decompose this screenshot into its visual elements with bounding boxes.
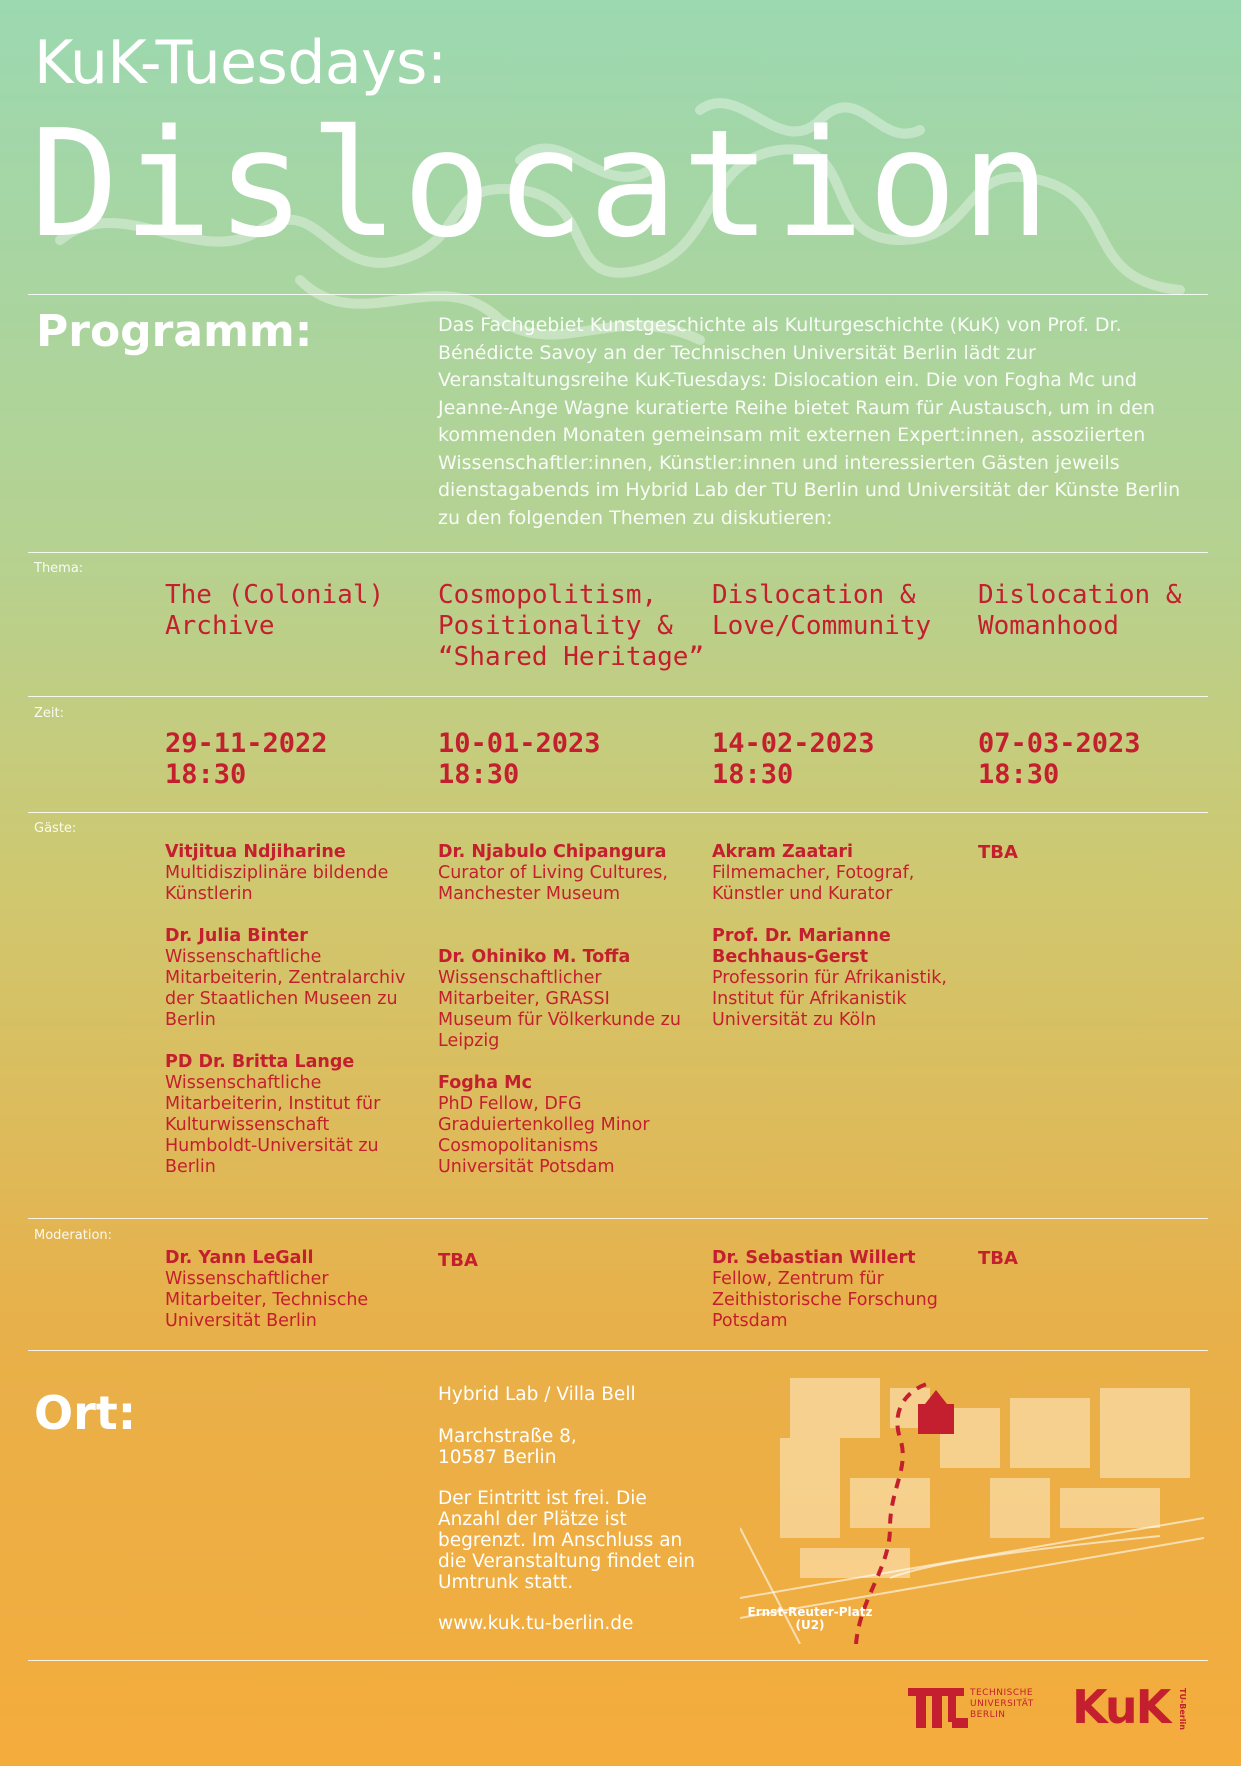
guest-name: Dr. Njabulo Chipangura [438,842,667,862]
kuk-logo-subtitle: TU-Berlin [1178,1688,1187,1730]
guest-2-3 [438,1073,688,1178]
map-building [1100,1388,1190,1478]
tu-text-line: UNIVERSITÄT [970,1699,1034,1709]
map-building [1060,1488,1160,1528]
theme-1 [165,580,435,642]
tu-text-line: BERLIN [970,1710,1006,1720]
date-4 [978,728,1141,790]
theme-line: Dislocation & [712,580,916,610]
guest-name: Dr. Ohiniko M. Toffa [438,947,631,967]
date-2 [438,728,601,790]
guest-3-2 [712,926,962,1031]
guest-2-1 [438,842,688,905]
address-line: 10587 Berlin [438,1447,557,1468]
intro-text: Das Fachgebiet Kunstgeschichte als Kulturgeschichte (KuK) von Prof. Dr. Bénédicte Savoy an der Technischen Universität Berlin lädt zur Veranstaltungsreihe KuK-Tuesdays: Dislocation ein. Die von Fogha Mc und Jeanne-Ange Wagne kuratierte Reihe bietet Raum für Austausch, um in den kommenden Monaten gemeinsam mit externen Expert:innen, assoziierten Wissenschaftler:innen, Künstler:innen und interessierten Gästen jeweils dienstagabends im Hybrid Lab der TU Berlin und Universität der Künste Berlin zu den folgenden Themen zu diskutieren: [438,314,1181,529]
website-link[interactable]: www.kuk.tu-berlin.de [438,1613,634,1634]
label-thema: Thema: [34,561,84,576]
guest-name: Fogha Mc [438,1073,532,1093]
guest-role: Wissenschaftliche Mitarbeiterin, Institut für Kulturwissenschaft Humboldt-Universität zu Berlin [165,1073,381,1177]
map-building [1010,1398,1090,1468]
theme-line: Positionality & [438,611,673,641]
date-value: 29-11-2022 [165,728,328,759]
divider [28,696,1208,697]
tu-berlin-wordmark [970,1688,1034,1721]
map-station-label: Ernst-Reuter-Platz (U2) [747,1605,873,1632]
tu-text-line: TECHNISCHE [970,1688,1034,1698]
divider [28,552,1208,553]
guest-2-2 [438,947,688,1052]
guest-role: Curator of Living Cultures, Manchester Museum [438,863,668,904]
guest-role: Wissenschaftliche Mitarbeiterin, Zentralarchiv der Staatlichen Museen zu Berlin [165,947,406,1030]
moderator-role: Fellow, Zentrum für Zeithistorische Forschung Potsdam [712,1269,938,1331]
guest-role: Multidisziplinäre bildende Künstlerin [165,863,389,904]
guest-name: Vitjitua Ndjiharine [165,842,346,862]
theme-line: Dislocation & [978,580,1182,610]
moderator-3 [712,1248,962,1332]
guest-1-3 [165,1052,415,1178]
date-value: 10-01-2023 [438,728,601,759]
moderator-4: TBA [978,1248,1018,1269]
kuk-logo: KuK [1072,1680,1170,1734]
guest-role: Professorin für Afrikanistik, Institut für Afrikanistik Universität zu Köln [712,968,947,1030]
theme-line: The (Colonial) [165,580,385,610]
date-3 [712,728,875,790]
guest-3-1 [712,842,962,905]
admission-note: Der Eintritt ist frei. Die Anzahl der Plätze ist begrenzt. Im Anschluss an die Veranstaltung findet ein Umtrunk statt. [438,1488,695,1593]
time-value: 18:30 [438,759,520,790]
location-map [740,1368,1204,1644]
divider [28,294,1208,295]
guest-name: Dr. Julia Binter [165,926,308,946]
ort-heading: Ort: [34,1386,137,1440]
guest-name: PD Dr. Britta Lange [165,1052,355,1072]
map-building [990,1478,1050,1538]
guest-role: PhD Fellow, DFG Graduiertenkolleg Minor Cosmopolitanisms Universität Potsdam [438,1094,650,1177]
time-value: 18:30 [712,759,794,790]
map-building [800,1548,910,1578]
divider [28,812,1208,813]
theme-line: Womanhood [978,611,1119,641]
programm-heading: Programm: [36,306,313,357]
main-title: Dislocation [30,98,1055,270]
guest-name: Prof. Dr. Marianne Bechhaus-Gerst [712,926,891,967]
time-value: 18:30 [165,759,247,790]
theme-line: Cosmopolitism, [438,580,658,610]
venue-name: Hybrid Lab / Villa Bell [438,1384,636,1405]
address-line: Marchstraße 8, [438,1426,577,1447]
date-1 [165,728,328,790]
label-moderation: Moderation: [34,1228,113,1243]
series-title: KuK-Tuesdays: [34,28,447,98]
moderator-role: Wissenschaftlicher Mitarbeiter, Technische Universität Berlin [165,1269,369,1331]
guest-1-2 [165,926,415,1031]
guest-name: Akram Zaatari [712,842,854,862]
map-building [780,1438,840,1538]
theme-line: Love/Community [712,611,932,641]
moderator-name: Dr. Sebastian Willert [712,1248,916,1268]
guest-role: Wissenschaftlicher Mitarbeiter, GRASSI Museum für Völkerkunde zu Leipzig [438,968,681,1051]
theme-line: Archive [165,611,275,641]
map-street [890,1536,1160,1578]
moderator-2: TBA [438,1250,478,1271]
moderator-name: Dr. Yann LeGall [165,1248,314,1268]
map-destination-marker [918,1404,954,1434]
theme-4 [978,580,1208,642]
theme-2 [438,580,738,673]
theme-line: “Shared Heritage” [438,642,705,672]
guest-role: Filmemacher, Fotograf, Künstler und Kurator [712,863,915,904]
date-value: 07-03-2023 [978,728,1141,759]
divider [28,1350,1208,1351]
divider [28,1660,1208,1661]
time-value: 18:30 [978,759,1060,790]
map-building [790,1378,880,1438]
theme-3 [712,580,982,642]
label-zeit: Zeit: [34,706,64,721]
divider [28,1218,1208,1219]
address [438,1426,728,1468]
moderator-1 [165,1248,415,1332]
guest-1-1 [165,842,415,905]
guest-4-1: TBA [978,842,1018,863]
date-value: 14-02-2023 [712,728,875,759]
label-gaeste: Gäste: [34,821,77,836]
